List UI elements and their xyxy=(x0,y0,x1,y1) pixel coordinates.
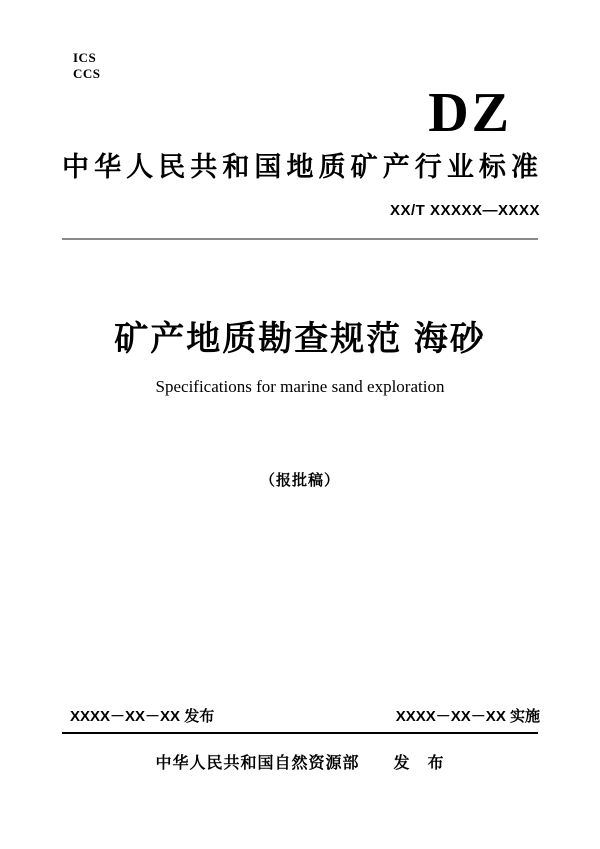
standard-type-title: 中华人民共和国地质矿产行业标准 xyxy=(62,152,538,182)
standard-mark-dz: DZ xyxy=(428,82,512,144)
footer-divider-rule xyxy=(62,732,538,734)
dates-row xyxy=(70,707,540,727)
header-divider-rule xyxy=(62,238,538,240)
ics-label: ICS xyxy=(73,50,97,65)
draft-status-label: （报批稿） xyxy=(259,472,340,489)
document-title-en: Specifications for marine sand exploration xyxy=(155,377,445,396)
document-title-cn: 矿产地质勘查规范 海砂 xyxy=(114,320,486,358)
standard-number: XX/T XXXXX—XXXX xyxy=(389,202,540,219)
ccs-label: CCS xyxy=(73,66,101,81)
implementation-date: XXXX－XX－XX 实施 xyxy=(395,708,540,725)
publisher-line: 中华人民共和国自然资源部 发 布 xyxy=(155,755,445,772)
classification-codes xyxy=(73,50,101,82)
issue-date: XXXX－XX－XX 发布 xyxy=(70,708,215,725)
